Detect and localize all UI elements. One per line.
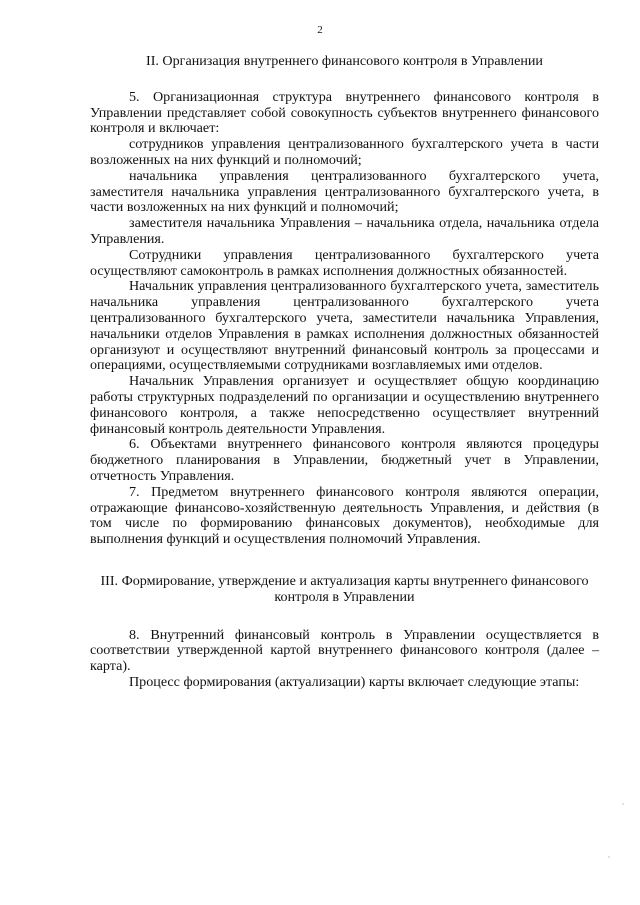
- paragraph-8: 8. Внутренний финансовый контроль в Управлении осуществляется в соответствии утвержденной картой внутреннего финансового контроля (далее – карта).: [90, 626, 599, 675]
- paragraph-7: 7. Предметом внутреннего финансового контроля являются операции, отражающие финансово-хозяйственную деятельность Управления, и действия (в том числе по формированию финансовых документов), необходимые для выполнения функций и осуществления полномочий Управления.: [90, 483, 599, 548]
- paragraph-6: 6. Объектами внутреннего финансового контроля являются процедуры бюджетного планирования в Управлении, бюджетный учет в Управлении, отчетность Управления.: [90, 436, 599, 484]
- scan-speck: [608, 856, 610, 858]
- paragraph-card-process: Процесс формирования (актуализации) карты включает следующие этапы:: [129, 673, 580, 690]
- section-2-title: II. Организация внутреннего финансового контроля в Управлении: [146, 53, 543, 69]
- scan-speck: [622, 803, 624, 805]
- section-3-title: III. Формирование, утверждение и актуализация карты внутреннего финансового контроля в Управлении: [100, 572, 589, 605]
- paragraph-5: 5. Организационная структура внутреннего финансового контроля в Управлении представляет собой совокупность субъектов внутреннего финансового контроля и включает:: [90, 88, 599, 137]
- document-body: [90, 54, 599, 691]
- list-item-accounting-heads: начальника управления централизованного бухгалтерского учета, заместителя начальника управления централизованного бухгалтерского учета, в части возложенных на них функций и полномочий;: [90, 167, 599, 216]
- paragraph-internal-control-heads: Начальник управления централизованного бухгалтерского учета, заместитель начальника управления централизованного бухгалтерского учета централизованного бухгалтерского учета, заместители начальника Управления, начальники отделов Управления в рамках исполнения должностных обязанностей организуют и осуществляют внутренний финансовый контроль за процессами и операциями, осуществляемыми сотрудниками возглавляемых ими отделов.: [90, 278, 599, 374]
- list-item-department-heads: заместителя начальника Управления – начальника отдела, начальника отдела Управления.: [90, 215, 599, 247]
- list-item-accounting-staff: сотрудников управления централизованного бухгалтерского учета в части возложенных на них функций и полномочий;: [90, 136, 599, 168]
- paragraph-self-control: Сотрудники управления централизованного бухгалтерского учета осуществляют самоконтроль в рамках исполнения должностных обязанностей.: [90, 246, 599, 279]
- paragraph-general-coordination: Начальник Управления организует и осуществляет общую координацию работы структурных подразделений по организации и осуществлению внутреннего финансового контроля, а также непосредственно осуществляет внутренний финансовый контроль деятельности Управления.: [90, 373, 599, 437]
- page-number: 2: [317, 24, 323, 36]
